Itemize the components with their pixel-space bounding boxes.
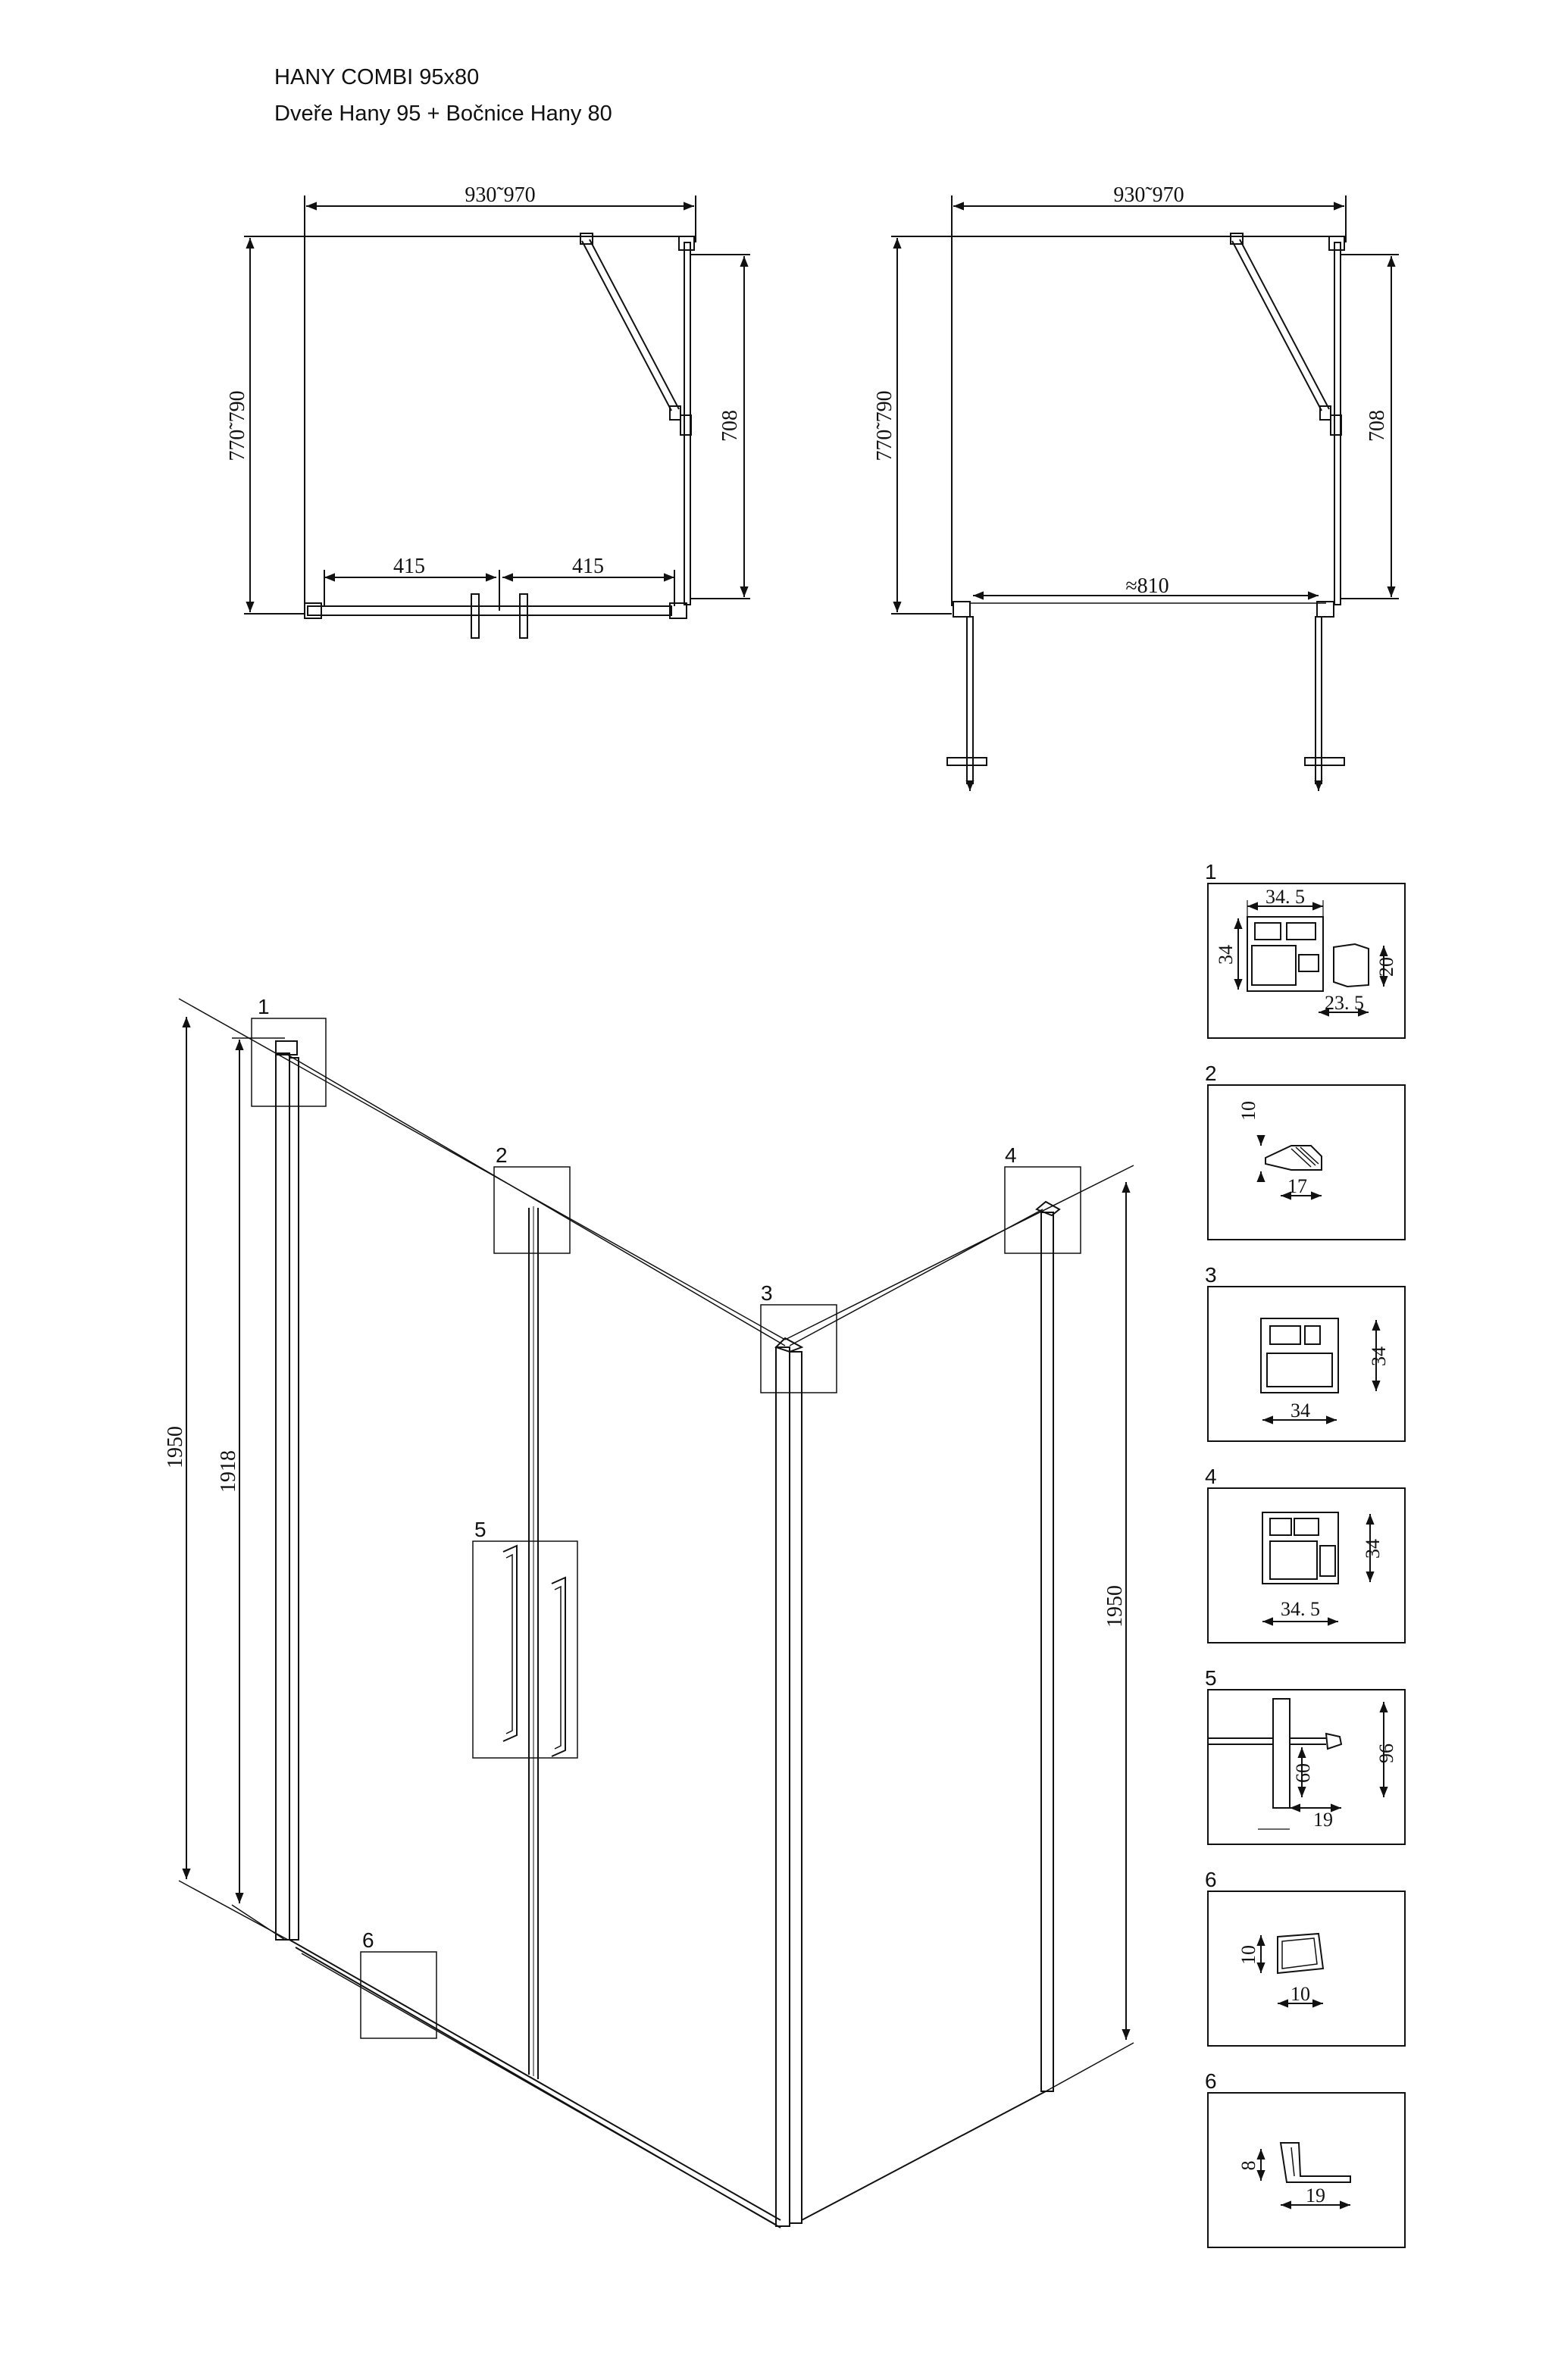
- plan-left-width-label: 930˜970: [465, 183, 536, 207]
- plan-right-side-label: 708: [1366, 410, 1389, 442]
- plan-right-width-label: 930˜970: [1113, 183, 1184, 207]
- plan-left-depth-label: 770˜790: [226, 390, 249, 461]
- callout-1: 1: [258, 995, 270, 1018]
- product-subtitle: Dveře Hany 95 + Bočnice Hany 80: [274, 102, 612, 126]
- detail-1-dim-d: 23. 5: [1325, 992, 1364, 1014]
- detail-1-dim-a: 34. 5: [1265, 886, 1305, 908]
- isometric-view: [179, 999, 1134, 2228]
- plan-right-opening-label: ≈810: [1125, 574, 1169, 598]
- callout-5: 5: [474, 1518, 486, 1541]
- detail-3-number: 3: [1205, 1263, 1217, 1287]
- detail-6a-dim-a: 10: [1237, 1945, 1259, 1965]
- plan-left-side-label: 708: [718, 410, 742, 442]
- detail-4-dim-b: 34. 5: [1281, 1598, 1320, 1620]
- iso-height-right: 1950: [1103, 1585, 1127, 1628]
- detail-6a-dim-b: 10: [1291, 1983, 1310, 2005]
- callout-6: 6: [362, 1928, 374, 1952]
- detail-6b-number: 6: [1205, 2069, 1217, 2093]
- detail-1-dim-c: 20: [1375, 957, 1397, 977]
- callout-4: 4: [1005, 1143, 1017, 1167]
- detail-2-number: 2: [1205, 1062, 1217, 1085]
- detail-5-dim-a: 96: [1375, 1744, 1397, 1763]
- plan-right-depth-label: 770˜790: [873, 390, 896, 461]
- detail-panel-6a: [1208, 1891, 1405, 2046]
- plan-left-half-left-label: 415: [393, 555, 425, 578]
- detail-4-number: 4: [1205, 1465, 1217, 1488]
- detail-6a-number: 6: [1205, 1868, 1217, 1891]
- detail-4-dim-a: 34: [1362, 1539, 1384, 1559]
- detail-5-dim-b: 60: [1292, 1763, 1314, 1783]
- detail-5-dim-c: 19: [1313, 1809, 1333, 1831]
- plan-view-left: [244, 195, 750, 638]
- detail-6b-dim-a: 8: [1237, 2160, 1259, 2171]
- detail-6b-dim-b: 19: [1306, 2185, 1325, 2206]
- detail-2-dim-a: 10: [1237, 1101, 1259, 1121]
- plan-view-right: [891, 195, 1399, 791]
- callout-3: 3: [761, 1281, 773, 1305]
- detail-1-number: 1: [1205, 860, 1217, 884]
- callout-2: 2: [496, 1143, 508, 1167]
- product-title: HANY COMBI 95x80: [274, 65, 480, 89]
- detail-5-number: 5: [1205, 1666, 1217, 1690]
- plan-left-half-right-label: 415: [572, 555, 604, 578]
- iso-height-left-inner: 1918: [217, 1450, 240, 1493]
- detail-3-dim-b: 34: [1291, 1400, 1310, 1421]
- detail-1-dim-b: 34: [1215, 945, 1237, 965]
- iso-height-left-outer: 1950: [164, 1426, 187, 1468]
- detail-3-dim-a: 34: [1368, 1346, 1390, 1366]
- detail-2-dim-b: 17: [1287, 1175, 1307, 1197]
